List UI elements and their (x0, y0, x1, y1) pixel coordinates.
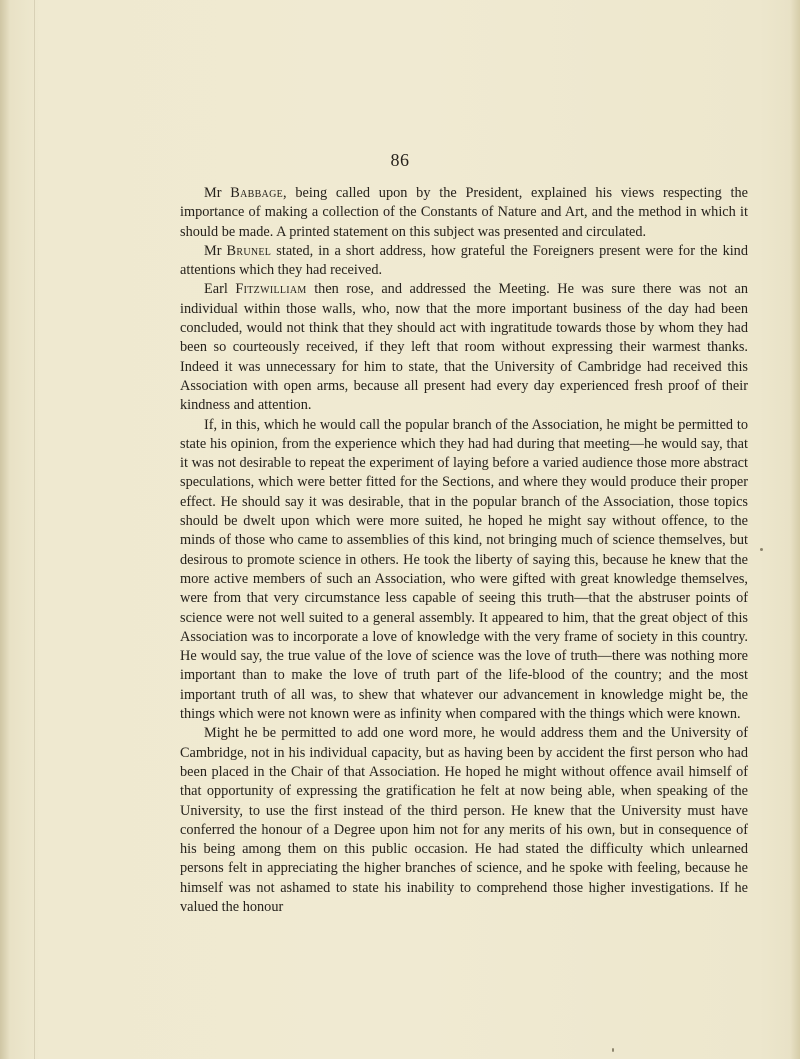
paragraph (180, 416, 748, 725)
paper-speck (612, 1048, 614, 1052)
paragraph (180, 242, 748, 281)
paragraph-lead: Mr (204, 185, 231, 201)
page-number: 86 (390, 150, 410, 170)
paragraph-text: then rose, and addressed the Meeting. He was sure there was not an individual within those walls, who, now that the more important business of the day had been concluded, would not think that they should act with ingratitude towards those by whom they had been so courteously received, if they left that room without expressing their warmest thanks. Indeed it was unnecessary for him to state, that the University of Cambridge had received this Association with open arms, because all present had every day experienced fresh proof of their kindness and attention. (180, 281, 749, 414)
body-text (180, 184, 748, 917)
paper-speck (760, 548, 763, 551)
paragraph-lead: Mr (204, 242, 227, 259)
paragraph (180, 724, 748, 917)
speaker-name: Fitzwilliam (235, 281, 307, 298)
paragraph-text: , being called upon by the President, explained his views respecting the importance of making a collection of the Constants of Nature and Art, and the method in which it should be made. A printed statement on this subject was presented and circulated. (180, 185, 748, 240)
paragraph (180, 184, 748, 242)
paragraph-text: If, in this, which he would call the popular branch of the Association, he might be permitted to state his opinion, from the experience which they had had during that meeting—he would say, that it was not desirable to repeat the experiment of laying before a varied audience those more abstract speculations, which were better fitted for the Sections, and where they would produce their proper effect. He should say it was desirable, that in the popular branch of the Association, those topics should be dwelt upon which were more suited, he hoped he might say without offence, to the minds of those who came to assemblies of this kind, not bringing much of science themselves, but desirous to promote science in others. He took the liberty of saying this, because he knew that the more active members of such an Association, who were gifted with great knowledge themselves, were from that very circumstance less capable of seeing this truth—that the abstruser points of science were not well suited to a general assembly. It appeared to him, that the great object of this Association was to incorporate a love of knowledge with the very frame of society in this country. He would say, the true value of the love of science was the love of truth—there was nothing more important than to make the love of truth part of the life-blood of the country; and the most important truth of all was, to shew that whatever our advancement in knowledge might be, the things which were not known were as infinity when compared with the things which were known. (180, 416, 748, 723)
paragraph-lead: Earl (204, 281, 236, 298)
paragraph-text: stated, in a short address, how grateful the Foreigners present were for the kind attentions which they had received. (180, 242, 748, 279)
speaker-name: Babbage (230, 185, 283, 201)
paragraph-text: Might he be permitted to add one word more, he would address them and the University of Cambridge, not in his individual capacity, but as having been by accident the first person who had been placed in the Chair of that Association. He hoped he might without offence avail himself of that opportunity of expressing the gratification he felt at now being able, when speaking of the University, to use the first instead of the third person. He knew that the University must have conferred the honour of a Degree upon him not for any merits of his own, but in consequence of his being among them on this public occasion. He had stated the difficulty which unlearned persons felt in appreciating the higher branches of science, and he spoke with feeling, because he himself was not ashamed to state his inability to comprehend those higher investigations. If he valued the honour (180, 725, 748, 915)
paragraph (180, 280, 748, 415)
speaker-name: Brunel (226, 242, 272, 259)
